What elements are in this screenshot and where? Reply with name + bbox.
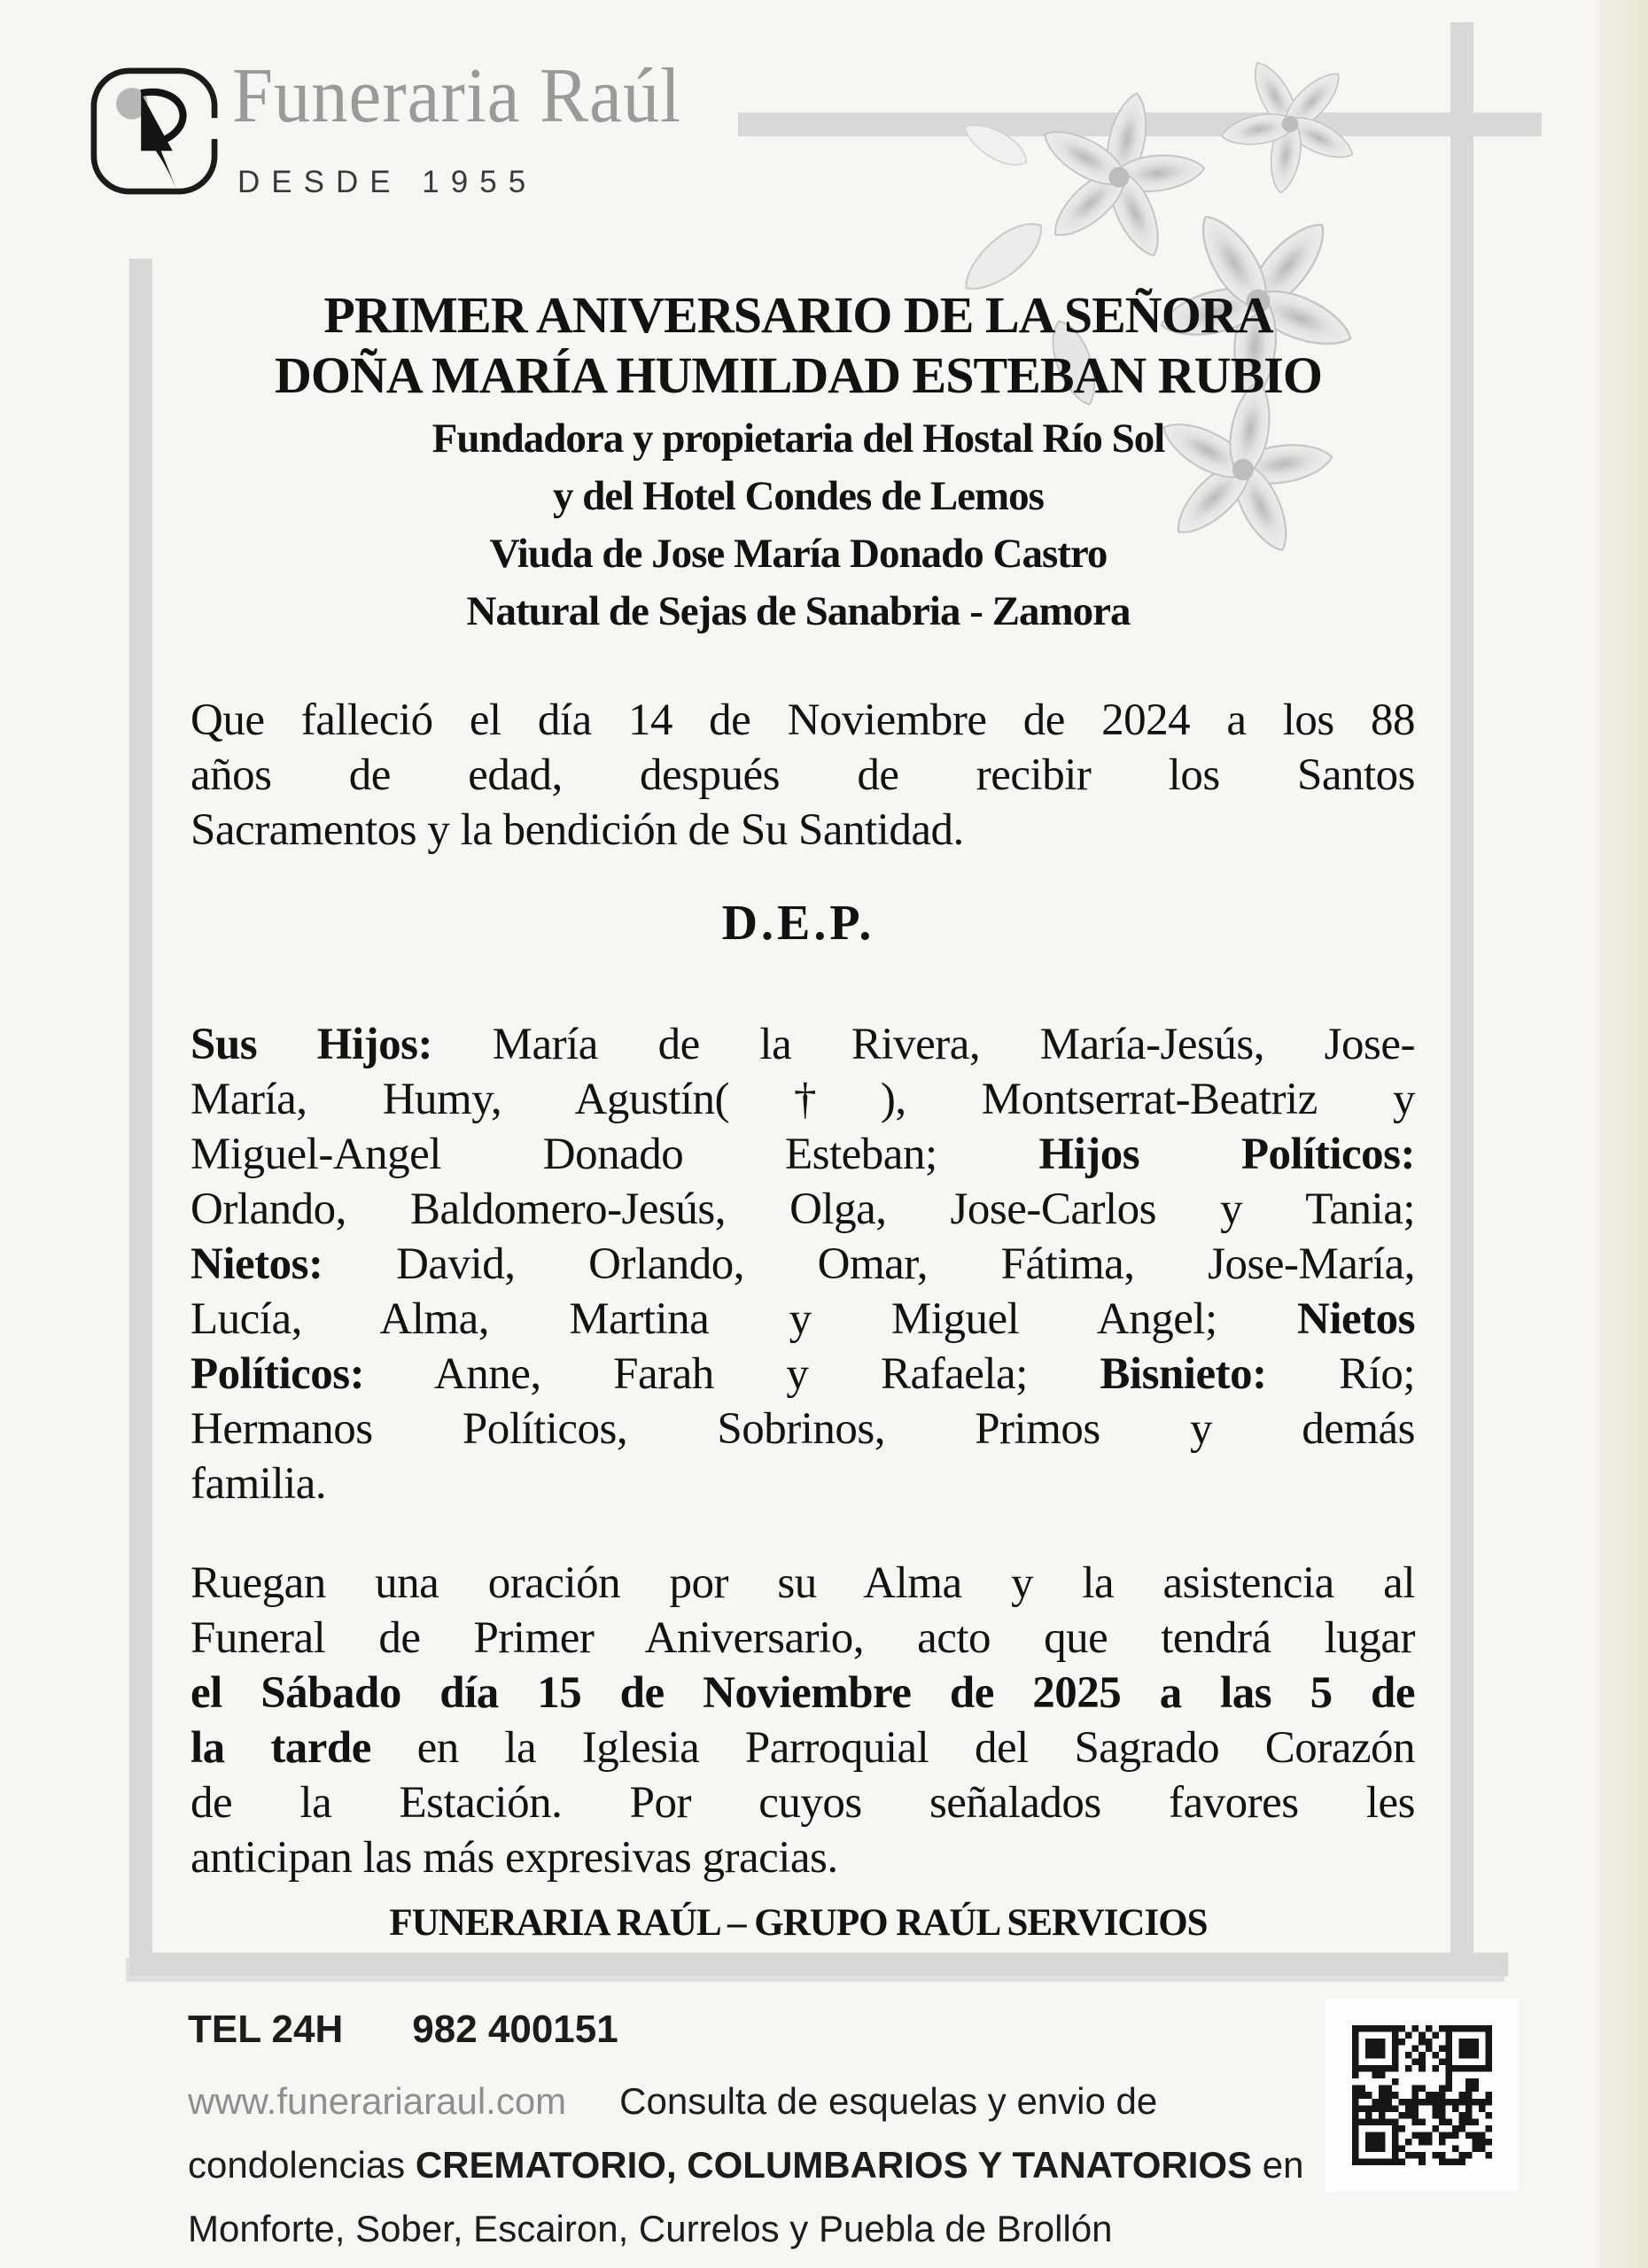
frame-bottom-bar (129, 1953, 1508, 1977)
text-line: familia. (190, 1459, 327, 1509)
notice-subtitle-line1: Fundadora y propietaria del Hostal Río Sol (431, 416, 1165, 462)
text-line: Lucía, Alma, Martina y Miguel Angel; Nietos (190, 1294, 1415, 1344)
frame-right-bar (1450, 22, 1473, 1977)
text-line: Funeral de Primer Aniversario, acto que tendrá lugar (190, 1613, 1415, 1663)
notice-title-line2: DOÑA MARÍA HUMILDAD ESTEBAN RUBIO (275, 346, 1322, 404)
text-line: años de edad, después de recibir los Santos (190, 750, 1415, 800)
website-url: www.funerariaraul.com (188, 2080, 567, 2122)
text-line: Nietos: David, Orlando, Omar, Fátima, Jose-María, (190, 1239, 1415, 1289)
scanner-edge-strip (1600, 0, 1648, 2268)
text-line: María, Humy, Agustín(†), Montserrat-Beatriz y (190, 1075, 1415, 1124)
family-paragraph (190, 1017, 1415, 1511)
text-line: de la Estación. Por cuyos señalados favores les (190, 1778, 1415, 1828)
text-line: el Sábado día 15 de Noviembre de 2025 a las 5 de (190, 1668, 1415, 1718)
qr-code (1325, 1999, 1519, 2192)
text-line: Que falleció el día 14 de Noviembre de 2024 a los 88 (190, 695, 1415, 745)
dep-abbreviation: D.E.P. (721, 896, 875, 951)
text-line: anticipan las más expresivas gracias. (190, 1833, 838, 1883)
text-line: Hermanos Políticos, Sobrinos, Primos y demás (190, 1404, 1415, 1454)
services-text-line2: condolencias CREMATORIO, COLUMBARIOS Y TANATORIOS en (188, 2144, 1304, 2186)
text-line: Sacramentos y la bendición de Su Santidad. (190, 805, 964, 855)
brand-name: Funeraria Raúl (232, 53, 682, 139)
notice-subtitle-line4: Natural de Sejas de Sanabria - Zamora (466, 588, 1131, 634)
death-paragraph (190, 693, 1415, 858)
phone-number: 982 400151 (412, 2008, 618, 2051)
notice-subtitle-line3: Viuda de Jose María Donado Castro (489, 531, 1108, 577)
tel-24h-label: TEL 24H (188, 2008, 344, 2051)
notice-subtitle-line2: y del Hotel Condes de Lemos (553, 473, 1044, 519)
text-line: Sus Hijos: María de la Rivera, María-Jesús, Jose- (190, 1020, 1415, 1069)
notice-title-line1: PRIMER ANIVERSARIO DE LA SEÑORA (323, 286, 1273, 344)
services-text-line1: Consulta de esquelas y envio de (619, 2080, 1158, 2122)
closing-paragraph (190, 1556, 1415, 1885)
phone-row (188, 2008, 618, 2052)
text-line: Orlando, Baldomero-Jesús, Olga, Jose-Carlos y Tania; (190, 1184, 1415, 1234)
brand-since-label: DESDE 1955 (237, 165, 538, 199)
text-line: Miguel-Angel Donado Esteban; Hijos Políticos: (190, 1130, 1415, 1179)
logo-mark-icon (89, 66, 220, 197)
towns-list: Monforte, Sober, Escairon, Currelos y Puebla de Brollón (188, 2208, 1113, 2249)
signature-line: FUNERARIA RAÚL – GRUPO RAÚL SERVICIOS (389, 1902, 1208, 1944)
website-row (188, 2080, 1157, 2123)
text-line: Políticos: Anne, Farah y Rafaela; Bisnieto: Río; (190, 1349, 1416, 1399)
text-line: la tarde en la Iglesia Parroquial del Sagrado Corazón (190, 1723, 1415, 1773)
text-line: Ruegan una oración por su Alma y la asistencia al (190, 1558, 1415, 1608)
